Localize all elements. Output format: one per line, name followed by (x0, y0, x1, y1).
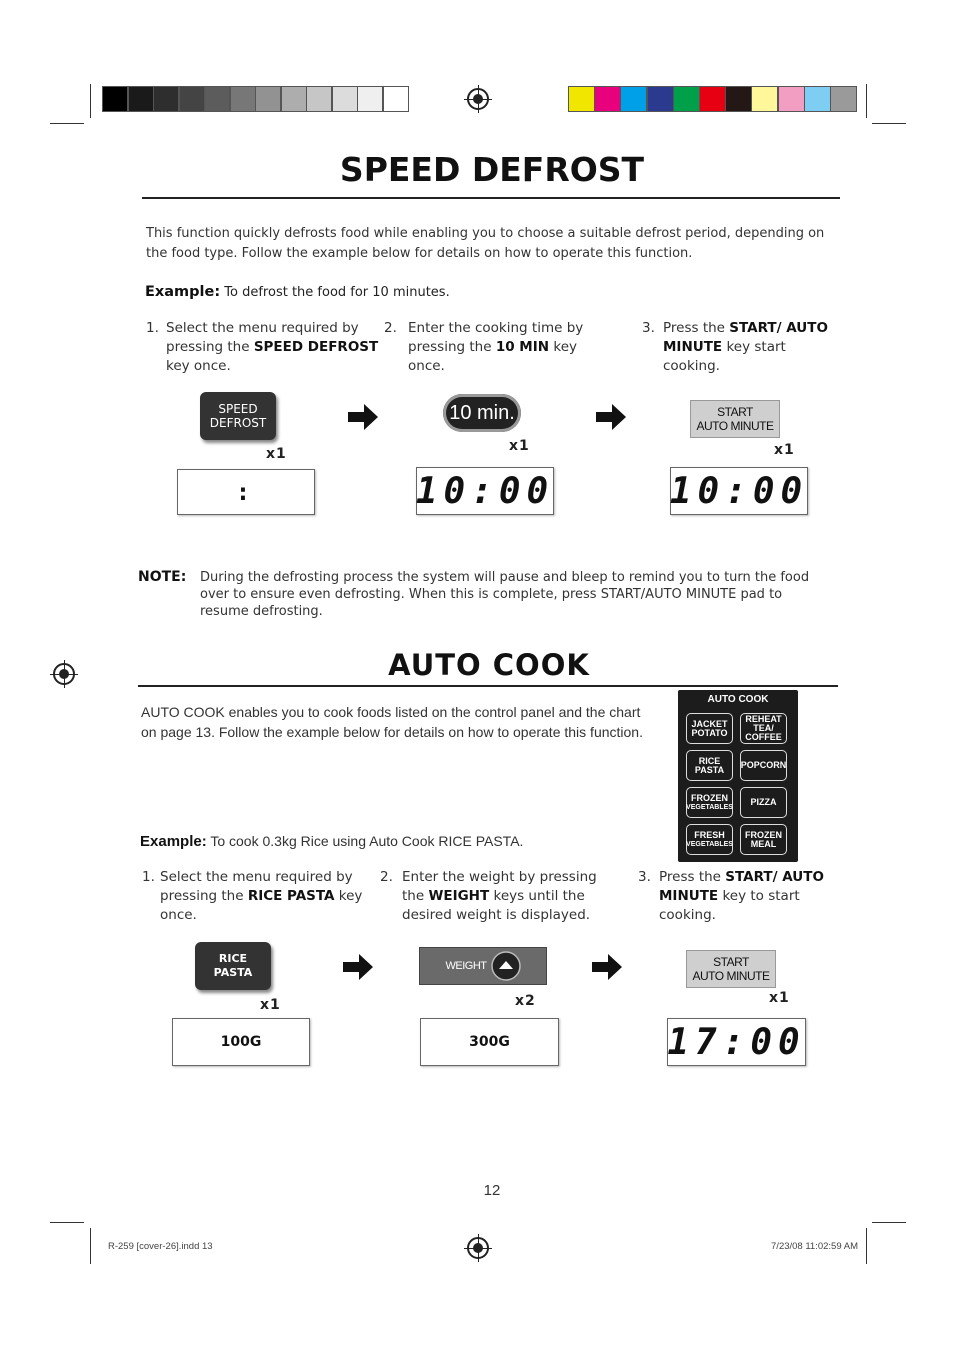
key-label: RICE (698, 755, 721, 766)
key-label: VEGETABLES (686, 803, 733, 811)
key-label: SPEED (218, 402, 258, 416)
page-number: 12 (483, 1182, 501, 1199)
key-label: POPCORN (740, 760, 787, 770)
key-label: COFFEE (745, 732, 782, 742)
speed-defrost-step-2 (384, 319, 599, 376)
example-text: To defrost the food for 10 minutes. (224, 285, 450, 300)
display-window (177, 469, 315, 515)
example-label: Example: (140, 833, 207, 850)
display-readout: 300G (469, 1034, 510, 1050)
arrow-right-icon (596, 404, 626, 430)
step-text: key start cooking. (663, 339, 786, 374)
color-swatch (804, 86, 831, 112)
speed-defrost-key[interactable] (200, 392, 276, 440)
auto-cook-control-panel (678, 690, 798, 862)
step-text: Press the (663, 320, 730, 336)
step-number: 3. (638, 869, 651, 885)
auto-cook-step-1 (142, 868, 367, 925)
note-label: NOTE: (138, 569, 187, 585)
color-swatch (725, 86, 752, 112)
color-swatch (204, 86, 230, 112)
step-text: Select the menu required by pressing the (160, 869, 353, 904)
step-text: Select the menu required by pressing the (166, 320, 359, 355)
press-count: x1 (769, 990, 790, 1006)
color-swatch (647, 86, 674, 112)
key-label: MEAL (750, 838, 777, 849)
title-underline (138, 685, 838, 687)
rice-pasta-key[interactable] (195, 942, 271, 990)
key-label: REHEAT (745, 714, 782, 724)
color-swatch (673, 86, 700, 112)
step-number: 2. (380, 869, 393, 885)
press-count: x1 (260, 997, 281, 1013)
color-swatch (306, 86, 332, 112)
color-swatch (620, 86, 647, 112)
color-swatch (778, 86, 805, 112)
step-text: Enter the cooking time by pressing the (408, 320, 584, 355)
step-number: 2. (384, 320, 397, 336)
crop-mark (90, 1228, 91, 1264)
key-label: RICE (218, 952, 248, 965)
key-label: PASTA (694, 764, 725, 775)
registration-mark-icon (467, 1237, 489, 1259)
color-swatch (383, 86, 409, 112)
crop-mark (90, 84, 91, 118)
display-readout: 10:00 (415, 470, 555, 512)
auto-cook-panel-key[interactable] (740, 750, 787, 781)
arrow-right-icon (592, 954, 622, 980)
step-number: 3. (642, 320, 655, 336)
step-text: Enter the weight by pressing the (402, 869, 597, 904)
arrow-right-icon (343, 954, 373, 980)
step-text: key once. (160, 888, 363, 923)
key-label: PIZZA (750, 797, 777, 807)
start-auto-minute-key[interactable] (690, 400, 780, 438)
title-underline (142, 197, 840, 199)
display-readout: 100G (220, 1034, 262, 1050)
step-number: 1. (142, 869, 155, 885)
color-swatch (153, 86, 179, 112)
auto-cook-panel-key[interactable] (740, 713, 787, 744)
color-swatch (357, 86, 383, 112)
speed-defrost-step-3 (642, 319, 832, 376)
start-auto-minute-key[interactable] (686, 950, 776, 988)
color-swatch (699, 86, 726, 112)
display-readout: : (235, 478, 257, 506)
section-title-speed-defrost: SPEED DEFROST (339, 150, 645, 189)
display-window (670, 467, 808, 515)
display-window (172, 1018, 310, 1066)
press-count: x1 (774, 442, 795, 458)
example-text: To cook 0.3kg Rice using Auto Cook RICE PASTA. (210, 833, 524, 849)
display-window (416, 467, 554, 515)
step-key-name: RICE PASTA (247, 888, 335, 904)
registration-mark-icon (53, 663, 75, 685)
color-swatch (179, 86, 205, 112)
footer-timestamp: 7/23/08 11:02:59 AM (771, 1241, 858, 1252)
crop-mark (50, 123, 84, 124)
key-label: START (713, 955, 749, 969)
up-arrow-icon (491, 951, 521, 981)
key-label: PASTA (213, 966, 253, 979)
auto-cook-panel-key[interactable] (740, 787, 787, 818)
color-swatch (751, 86, 778, 112)
footer-file-info: R-259 [cover-26].indd 13 (108, 1241, 213, 1252)
color-swatch (230, 86, 256, 112)
step-number: 1. (146, 320, 159, 336)
step-key-name: SPEED DEFROST (253, 339, 379, 355)
crop-mark (50, 1222, 84, 1223)
auto-cook-panel-key[interactable] (686, 713, 733, 744)
color-swatch (332, 86, 358, 112)
color-swatch (568, 86, 595, 112)
color-swatch (128, 86, 154, 112)
panel-title: AUTO COOK (707, 694, 769, 705)
note-text: During the defrosting process the system will pause and bleep to remind you to turn the food over to ensure even defrosting. When this is complete, press START/AUTO MINUTE pad to resume defrosting. (200, 570, 810, 619)
crop-mark (872, 1222, 906, 1223)
step-text: key once. (408, 339, 577, 374)
crop-mark (872, 123, 906, 124)
key-label: AUTO MINUTE (696, 419, 774, 433)
display-window (667, 1018, 806, 1066)
auto-cook-step-3 (638, 868, 838, 925)
color-swatch (594, 86, 621, 112)
key-label: FROZEN (745, 829, 782, 840)
display-readout: 10:00 (669, 470, 809, 512)
step-key-name: START/ AUTO MINUTE (659, 869, 824, 904)
speed-defrost-step-1 (146, 319, 386, 376)
color-swatch (102, 86, 128, 112)
auto-cook-intro: AUTO COOK enables you to cook foods listed on the control panel and the chart on page 13. Follow the example below for details on how to operate this function. (141, 704, 643, 740)
auto-cook-panel-key[interactable] (686, 824, 733, 855)
key-label: START (717, 405, 753, 419)
key-label: FROZEN (691, 792, 728, 803)
color-swatch (281, 86, 307, 112)
step-key-name: WEIGHT (428, 888, 490, 904)
auto-cook-step-2 (380, 868, 608, 925)
speed-defrost-intro: This function quickly defrosts food while enabling you to choose a suitable defrost period, depending on the food type. Follow the example below for details on how to operate this function. (146, 226, 825, 261)
weight-key[interactable] (419, 947, 547, 985)
key-label: DEFROST (209, 416, 267, 430)
section-title-auto-cook: AUTO COOK (388, 648, 590, 682)
auto-cook-example (140, 833, 660, 850)
crop-mark (866, 1228, 867, 1264)
auto-cook-panel-key[interactable] (686, 750, 733, 781)
speed-defrost-example (145, 284, 745, 300)
step-text: key to start cooking. (659, 888, 800, 923)
display-window (420, 1018, 559, 1066)
auto-cook-panel-key[interactable] (686, 787, 733, 818)
step-key-name: START/ AUTO MINUTE (663, 320, 828, 355)
arrow-right-icon (348, 404, 378, 430)
step-text: key once. (166, 358, 231, 374)
key-label: VEGETABLES (686, 840, 733, 848)
color-swatch (255, 86, 281, 112)
color-swatch (830, 86, 857, 112)
crop-mark (866, 84, 867, 118)
display-readout: 17:00 (667, 1021, 806, 1063)
press-count: x1 (509, 438, 530, 454)
step-key-name: 10 MIN (495, 339, 550, 355)
key-label: JACKET (691, 718, 728, 729)
ten-min-key[interactable]: 10 min. (443, 394, 521, 432)
key-label: TEA/ (753, 723, 774, 733)
step-text: Press the (659, 869, 726, 885)
speed-defrost-note (138, 569, 828, 620)
key-label: POTATO (691, 727, 728, 738)
key-label: WEIGHT (445, 960, 487, 972)
key-label: FRESH (694, 829, 725, 840)
registration-mark-icon (467, 88, 489, 110)
auto-cook-panel-key[interactable] (740, 824, 787, 855)
key-label: AUTO MINUTE (692, 969, 770, 983)
step-text: keys until the desired weight is displayed. (402, 888, 591, 923)
press-count: x2 (515, 993, 536, 1009)
press-count: x1 (266, 446, 287, 462)
example-label: Example: (145, 284, 221, 300)
